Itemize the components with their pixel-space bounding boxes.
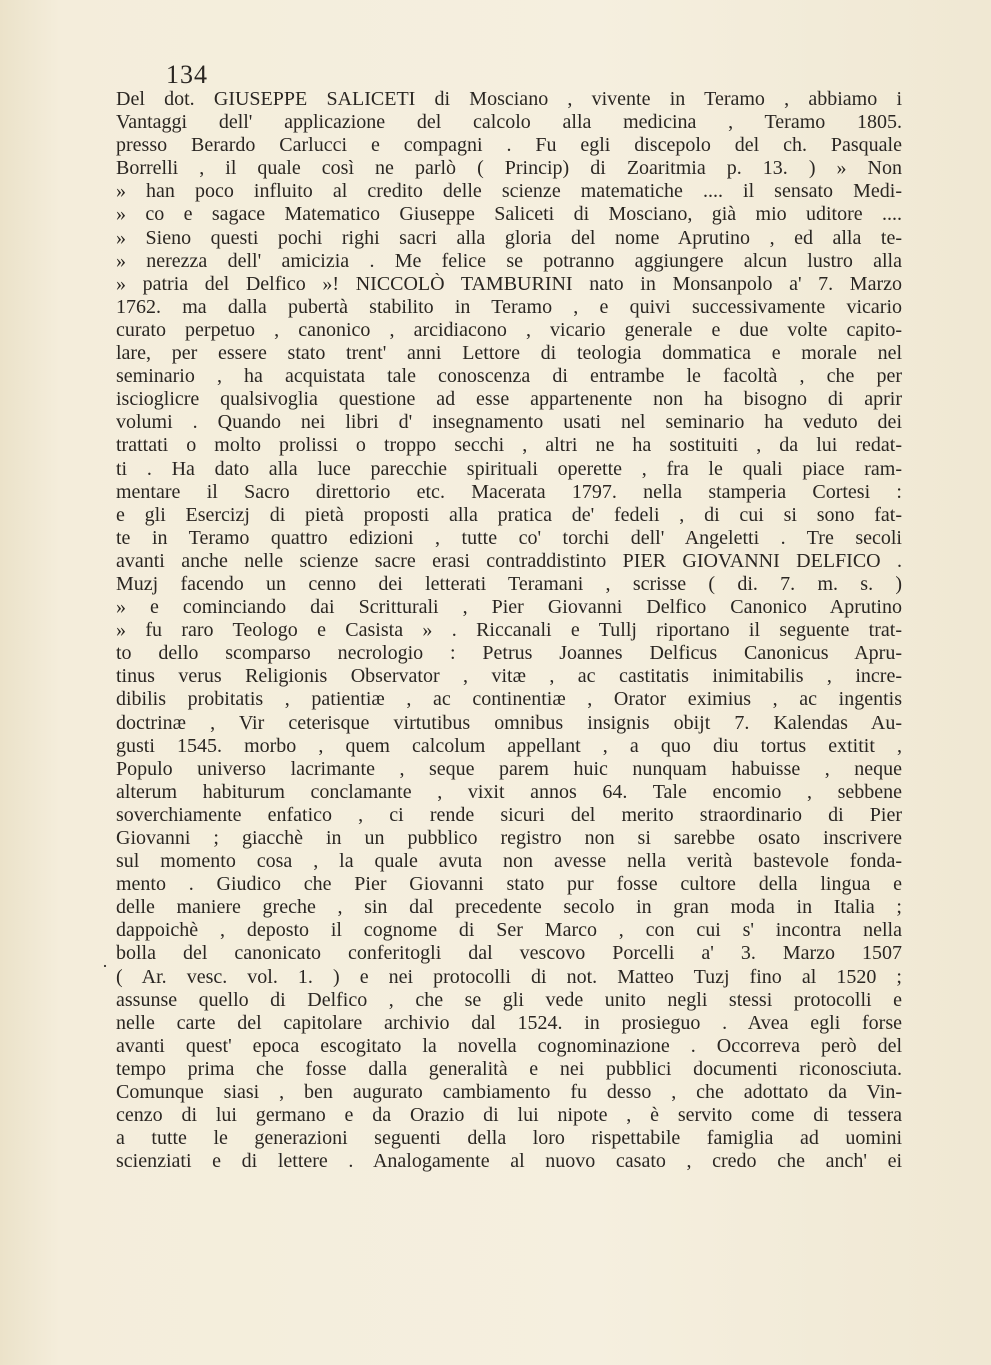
page-number: 134 [166, 60, 208, 89]
text-line: » e cominciando dai Scritturali , Pier Giovanni Delfico Canonico Aprutino [116, 596, 902, 619]
text-line: avanti anche nelle scienze sacre erasi contraddistinto PIER GIOVANNI DELFICO . [116, 549, 902, 572]
text-line: Comunque siasi , ben augurato cambiamento fu desso , che adottato da Vin- [116, 1081, 902, 1104]
text-line: » co e sagace Matematico Giuseppe Saliceti di Mosciano, già mio uditore .... [116, 203, 902, 226]
text-line: Populo universo lacrimante , seque parem huic nunquam habuisse , neque [116, 757, 902, 780]
text-line: Muzj facendo un cenno dei letterati Teramani , scrisse ( di. 7. m. s. ) [116, 572, 902, 595]
text-line: trattati o molto prolissi o troppo secchi , altri ne ha sostituiti , da lui redat- [116, 434, 902, 457]
text-line: te in Teramo quattro edizioni , tutte co' torchi dell' Angeletti . Tre secoli [116, 526, 902, 549]
text-line: assunse quello di Delfico , che se gli vede unito negli stessi protocolli e [116, 988, 902, 1011]
text-line: » nerezza dell' amicizia . Me felice se potranno aggiungere alcun lustro alla [116, 249, 902, 272]
text-line: presso Berardo Carlucci e compagni . Fu egli discepolo del ch. Pasquale [116, 134, 902, 157]
text-line: gusti 1545. morbo , quem calcolum appellant , a quo diu tortus extitit , [116, 734, 902, 757]
text-line: cenzo di lui germano e da Orazio di lui nipote , è servito come di tessera [116, 1104, 902, 1127]
text-line: lare, per essere stato trent' anni Lettore di teologia dommatica e morale nel [116, 342, 902, 365]
text-line: » patria del Delfico »! NICCOLÒ TAMBURINI nato in Monsanpolo a' 7. Marzo [116, 272, 902, 295]
text-line: Giovanni ; giacchè in un pubblico registro non si sarebbe osato inscrivere [116, 827, 902, 849]
text-line: to dello scomparso necrologio : Petrus Joannes Delficus Canonicus Apru- [116, 642, 902, 665]
text-line: iscioglicre qualsivoglia questione ad esse appartenente non ha bisogno di aprir [116, 388, 902, 411]
text-line: alterum habiturum conclamante , vixit annos 64. Tale encomio , sebbene [116, 780, 902, 803]
text-line: tempo prima che fosse dalla generalità e nei pubblici documenti riconosciuta. [116, 1057, 902, 1080]
margin-mark: · [102, 956, 108, 976]
text-line: a tutte le generazioni seguenti della loro rispettabile famiglia ad uomini [116, 1127, 902, 1150]
text-line: nelle carte del capitolare archivio dal 1524. in prosieguo . Avea egli forse [116, 1011, 902, 1034]
text-line: doctrinæ , Vir ceterisque virtutibus omnibus insignis obijt 7. Kalendas Au- [116, 711, 902, 734]
text-line: delle maniere greche , sin dal precedente secolo in gran moda in Italia ; [116, 896, 902, 919]
text-line: dappoichè , deposto il cognome di Ser Marco , con cui s' incontra nella [116, 919, 902, 942]
text-line: curato perpetuo , canonico , arcidiacono , vicario generale e due volte capito- [116, 318, 902, 341]
text-line: ti . Ha dato alla luce parecchie spirituali operette , fra le quali piace ram- [116, 457, 902, 480]
text-line: sul momento cosa , la quale avuta non avesse nella verità bastevole fonda- [116, 850, 902, 873]
text-line: seminario , ha acquistata tale conoscenza di entrambe le facoltà , che per [116, 365, 902, 388]
body-text [116, 88, 902, 1173]
text-line: Borrelli , il quale così ne parlò ( Princip) di Zoaritmia p. 13. ) » Non [116, 157, 902, 180]
text-line: bolla del canonicato conferitogli dal vescovo Porcelli a' 3. Marzo 1507 [116, 942, 902, 965]
text-line: tinus verus Religionis Observator , vitæ , ac castitatis inimitabilis , incre- [116, 665, 902, 688]
text-line: avanti quest' epoca escogitato la novella cognominazione . Occorreva però del [116, 1034, 902, 1057]
text-line: dibilis probitatis , patientiæ , ac continentiæ , Orator eximius , ac ingentis [116, 688, 902, 711]
text-line: volumi . Quando nei libri d' insegnamento usati nel seminario ha veduto dei [116, 411, 902, 434]
text-line: ( Ar. vesc. vol. 1. ) e nei protocolli di not. Matteo Tuzj fino al 1520 ; [116, 965, 902, 988]
text-line: scienziati e di lettere . Analogamente al nuovo casato , credo che anch' ei [116, 1150, 902, 1173]
text-line: 1762. ma dalla pubertà stabilito in Teramo , e quivi successivamente vicario [116, 295, 902, 318]
text-line: » Sieno questi pochi righi sacri alla gloria del nome Aprutino , ed alla te- [116, 226, 902, 249]
text-line: e gli Esercizj di pietà proposti alla pratica de' fedeli , di cui si sono fat- [116, 503, 902, 526]
text-line: » han poco influito al credito delle scienze matematiche .... il sensato Medi- [116, 180, 902, 203]
text-line: Del dot. GIUSEPPE SALICETI di Mosciano , vivente in Teramo , abbiamo i [116, 88, 902, 110]
text-line: mentare il Sacro direttorio etc. Macerata 1797. nella stamperia Cortesi : [116, 480, 902, 503]
text-line: mento . Giudico che Pier Giovanni stato pur fosse cultore della lingua e [116, 873, 902, 896]
text-line: Vantaggi dell' applicazione del calcolo alla medicina , Teramo 1805. [116, 111, 902, 134]
text-line: » fu raro Teologo e Casista » . Riccanali e Tullj riportano il seguente trat- [116, 619, 902, 642]
text-line: soverchiamente enfatico , ci rende sicuri del merito straordinario di Pier [116, 803, 902, 826]
